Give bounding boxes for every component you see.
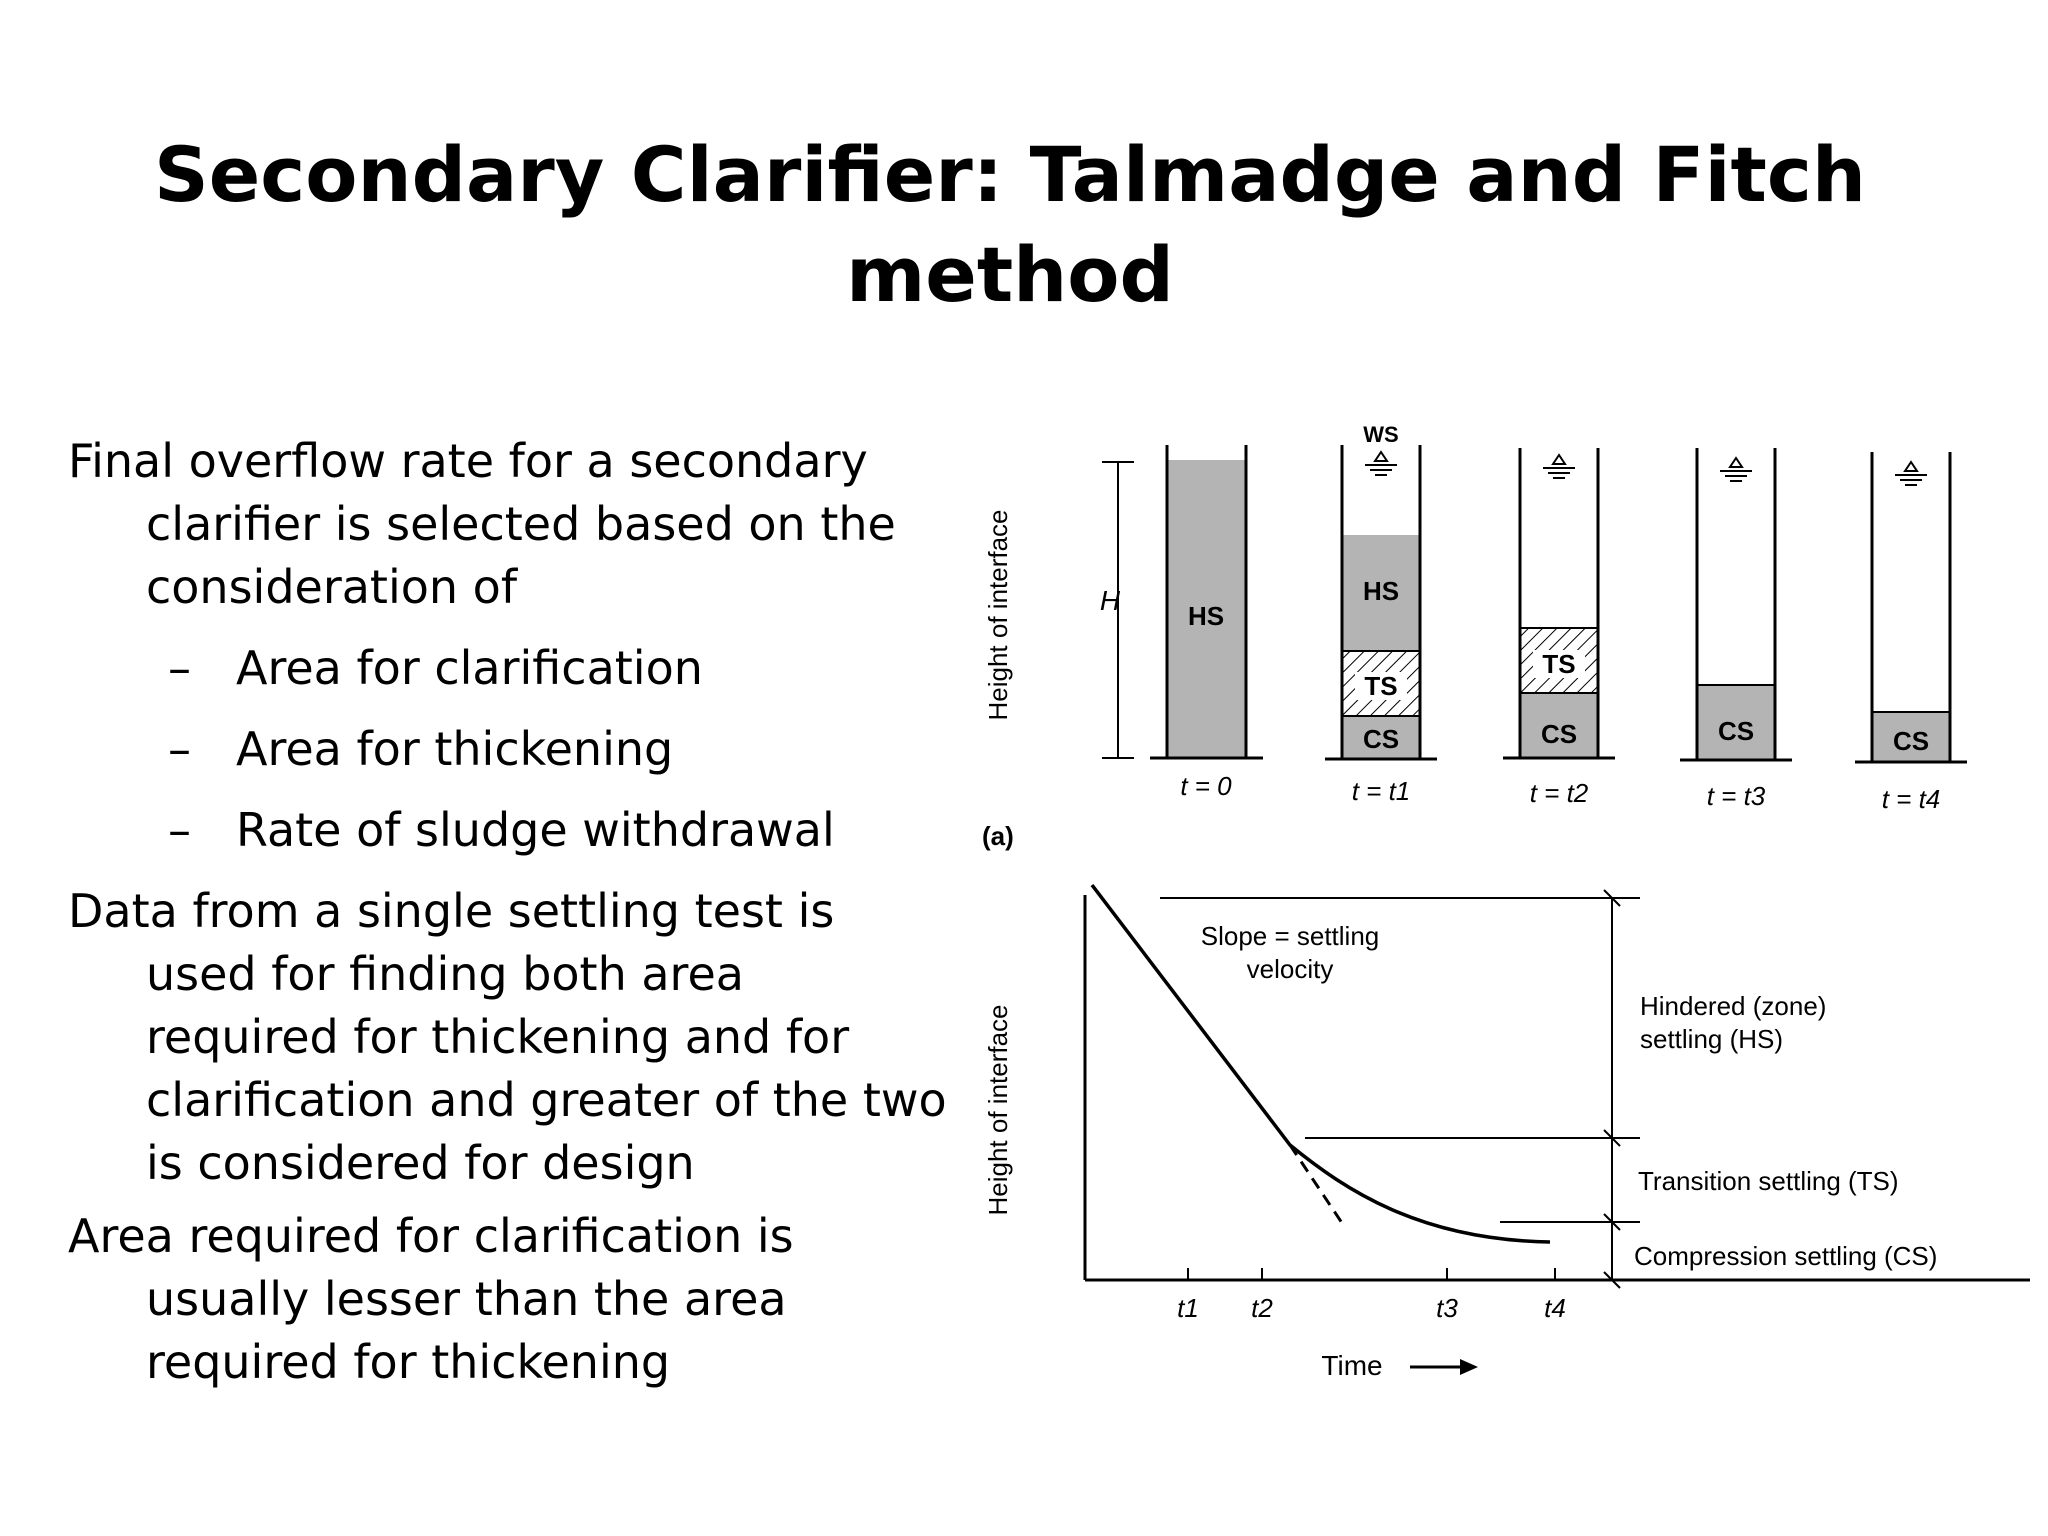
panel-b bbox=[983, 885, 2030, 1381]
column-t1 bbox=[1325, 422, 1437, 806]
x-axis-label: Time bbox=[1321, 1350, 1383, 1381]
zone-ts-label: TS bbox=[1364, 671, 1398, 701]
column-time-label: t = t1 bbox=[1351, 776, 1411, 806]
slope-extension-dashed bbox=[1290, 1145, 1342, 1223]
column-time-label: t = 0 bbox=[1180, 771, 1232, 801]
panel-a-label: (a) bbox=[982, 821, 1014, 851]
panel-a bbox=[982, 422, 1967, 851]
sub-bullet-thickening bbox=[68, 718, 948, 781]
tick-label-t3: t3 bbox=[1436, 1293, 1458, 1323]
sub-bullet-clarification bbox=[68, 637, 948, 700]
column-time-label: t = t3 bbox=[1706, 781, 1766, 811]
column-t3 bbox=[1680, 448, 1792, 811]
water-surface-icon bbox=[1895, 462, 1927, 485]
zone-ts-label: TS bbox=[1542, 649, 1576, 679]
tick-label-t2: t2 bbox=[1251, 1293, 1273, 1323]
zone-hs-label: HS bbox=[1187, 601, 1225, 631]
bullet-overflow-rate: Final overflow rate for a secondary clarifier is selected based on the consideration of bbox=[68, 434, 896, 614]
time-axis-ticks bbox=[1188, 1268, 1555, 1280]
dash-glyph: – bbox=[168, 803, 191, 857]
sub-bullet-label: Area for thickening bbox=[236, 722, 674, 776]
water-surface-icon bbox=[1720, 458, 1752, 481]
zone-cs-label: CS bbox=[1892, 726, 1930, 756]
bullet-single-settling-test: Data from a single settling test is used for finding both area required for thickening and for clarification and greater of the two is considered for design bbox=[68, 884, 947, 1190]
dash-glyph: – bbox=[168, 722, 191, 776]
sub-bullet-label: Area for clarification bbox=[236, 641, 703, 695]
column-t4 bbox=[1855, 452, 1967, 814]
water-surface-icon bbox=[1365, 452, 1397, 475]
bullet-list bbox=[68, 430, 948, 1404]
column-t2 bbox=[1503, 448, 1615, 808]
panel-a-y-label: Height of interface bbox=[983, 509, 1013, 721]
sub-bullet-sludge-withdrawal bbox=[68, 799, 948, 862]
zone-cs-label: CS bbox=[1362, 724, 1400, 754]
h-label: H bbox=[1099, 585, 1121, 616]
panel-b-y-label: Height of interface bbox=[983, 1004, 1013, 1216]
column-time-label: t = t2 bbox=[1529, 778, 1589, 808]
region-hs-line1: Hindered (zone) bbox=[1640, 991, 1827, 1021]
zone-cs-label: CS bbox=[1540, 719, 1578, 749]
zone-hs-label: HS bbox=[1362, 576, 1400, 606]
dash-glyph: – bbox=[168, 641, 191, 695]
water-surface-icon bbox=[1543, 455, 1575, 478]
region-hs-line2: settling (HS) bbox=[1640, 1024, 1784, 1054]
slope-label-line2: velocity bbox=[1246, 954, 1334, 984]
arrow-right-icon bbox=[1410, 1359, 1478, 1375]
sub-bullet-label: Rate of sludge withdrawal bbox=[236, 803, 835, 857]
column-t0 bbox=[1150, 445, 1263, 801]
bullet-clarification-area: Area required for clarification is usually lesser than the area required for thickening bbox=[68, 1209, 794, 1389]
slide-title: Secondary Clarifier: Talmadge and Fitch method bbox=[153, 130, 1867, 319]
settling-diagram bbox=[950, 400, 2030, 1420]
slope-label-line1: Slope = settling bbox=[1200, 921, 1380, 951]
zone-cs-label: CS bbox=[1717, 716, 1755, 746]
ws-label: WS bbox=[1363, 422, 1399, 447]
column-time-label: t = t4 bbox=[1881, 784, 1941, 814]
region-cs: Compression settling (CS) bbox=[1634, 1241, 1938, 1271]
tick-label-t1: t1 bbox=[1177, 1293, 1199, 1323]
region-ts: Transition settling (TS) bbox=[1638, 1166, 1899, 1196]
tick-label-t4: t4 bbox=[1544, 1293, 1566, 1323]
